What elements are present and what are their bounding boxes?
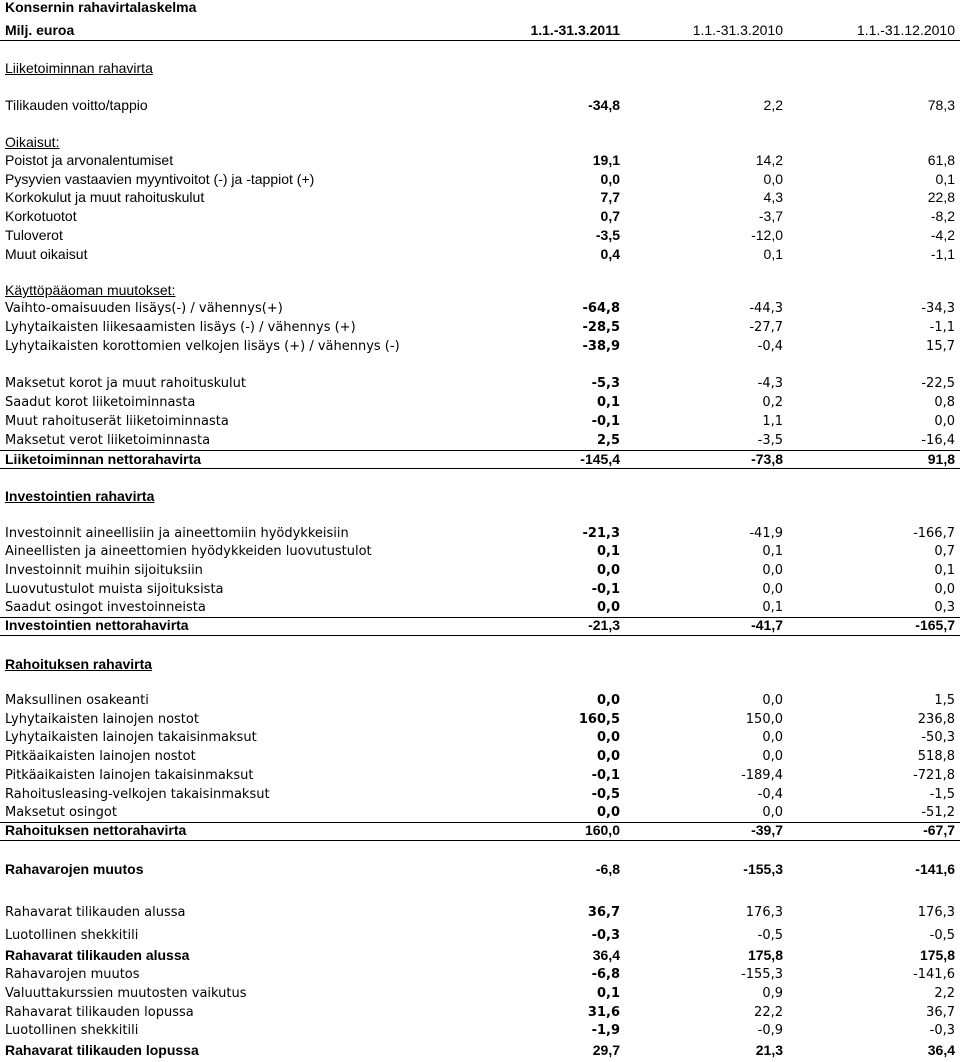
table-row: Saadut osingot investoinneista 0,0 0,1 0,3 [5,600,955,615]
table-row: Muut rahoituserät liiketoiminnasta -0,1 1,1 0,0 [5,414,955,429]
section-heading-operating: Liiketoiminnan rahavirta [5,60,153,76]
table-row: Lyhytaikaisten lainojen takaisinmaksut 0,0 0,0 -50,3 [5,730,955,745]
table-row: Maksetut osingot 0,0 0,0 -51,2 [5,805,955,820]
table-row: Pysyvien vastaavien myyntivoitot (-) ja -tappiot (+) 0,0 0,0 0,1 [5,171,955,187]
table-row: Rahavarat tilikauden alussa 36,7 176,3 176,3 [5,905,955,920]
report-title [0,0,960,17]
table-row: Muut oikaisut 0,4 0,1 -1,1 [5,246,955,262]
table-row: Saadut korot liiketoiminnasta 0,1 0,2 0,8 [5,395,955,410]
total-divider [0,468,960,469]
column-header-fy-2010: 1.1.-31.12.2010 [856,22,955,38]
table-row: Maksullinen osakeanti 0,0 0,0 1,5 [5,693,955,708]
table-row: Rahoitusleasing-velkojen takaisinmaksut -0,5 -0,4 -1,5 [5,787,955,802]
table-row: Maksetut korot ja muut rahoituskulut -5,3 -4,3 -22,5 [5,376,955,391]
total-row-financing: Rahoituksen nettorahavirta 160,0 -39,7 -67,7 [5,822,955,838]
table-row: Korkotuotot 0,7 -3,7 -8,2 [5,208,955,224]
total-row-cash-begin: Rahavarat tilikauden alussa 36,4 175,8 175,8 [5,947,955,963]
table-row: Lyhytaikaisten lainojen nostot 160,5 150,0 236,8 [5,712,955,727]
table-row: Rahavarojen muutos -6,8 -155,3 -141,6 [5,967,955,982]
column-header-row [0,20,960,40]
table-row: Lyhytaikaisten liikesaamisten lisäys (-) / vähennys (+) -28,5 -27,7 -1,1 [5,320,955,335]
column-header-q1-2010: 1.1.-31.3.2010 [692,22,783,38]
table-row: Investoinnit aineellisiin ja aineettomiin hyödykkeisiin -21,3 -41,9 -166,7 [5,526,955,541]
section-heading-investing: Investointien rahavirta [5,488,155,504]
table-row: Korkokulut ja muut rahoituskulut 7,7 4,3 22,8 [5,189,955,205]
total-divider [0,840,960,841]
table-row: Maksetut verot liiketoiminnasta 2,5 -3,5 -16,4 [5,433,955,448]
header-divider [0,40,960,41]
table-row: Luotollinen shekkitili -1,9 -0,9 -0,3 [5,1023,955,1038]
table-row: Poistot ja arvonalentumiset 19,1 14,2 61,8 [5,152,955,168]
table-row: Lyhytaikaisten korottomien velkojen lisäys (+) / vähennys (-) -38,9 -0,4 15,7 [5,339,955,354]
table-row: Tilikauden voitto/tappio -34,8 2,2 78,3 [5,97,955,113]
table-row: Valuuttakurssien muutosten vaikutus 0,1 0,9 2,2 [5,986,955,1001]
table-row: Vaihto-omaisuuden lisäys(-) / vähennys(+) -64,8 -44,3 -34,3 [5,301,955,316]
subheading-adjustments: Oikaisut: [5,134,60,150]
table-row: Pitkäaikaisten lainojen nostot 0,0 0,0 518,8 [5,749,955,764]
unit-label: Milj. euroa [5,22,75,38]
total-row-operating: Liiketoiminnan nettorahavirta -145,4 -73,8 91,8 [5,451,955,467]
table-row: Investoinnit muihin sijoituksiin 0,0 0,0 0,1 [5,563,955,578]
section-heading-financing: Rahoituksen rahavirta [5,656,153,672]
column-header-q1-2011: 1.1.-31.3.2011 [530,22,620,38]
table-row: Tuloverot -3,5 -12,0 -4,2 [5,227,955,243]
total-divider [0,635,960,636]
subheading-working-capital: Käyttöpääoman muutokset: [5,282,176,298]
total-row-investing: Investointien nettorahavirta -21,3 -41,7 -165,7 [5,617,955,633]
total-row-cash-end: Rahavarat tilikauden lopussa 29,7 21,3 36,4 [5,1042,955,1058]
table-row: Luovutustulot muista sijoituksista -0,1 0,0 0,0 [5,582,955,597]
table-row: Luotollinen shekkitili -0,3 -0,5 -0,5 [5,928,955,943]
table-row: Rahavarat tilikauden lopussa 31,6 22,2 36,7 [5,1005,955,1020]
table-row: Aineellisten ja aineettomien hyödykkeiden luovutustulot 0,1 0,1 0,7 [5,544,955,559]
title-text: Konsernin rahavirtalaskelma [5,0,197,15]
total-row-cash-change: Rahavarojen muutos -6,8 -155,3 -141,6 [5,861,955,877]
table-row: Pitkäaikaisten lainojen takaisinmaksut -0,1 -189,4 -721,8 [5,768,955,783]
